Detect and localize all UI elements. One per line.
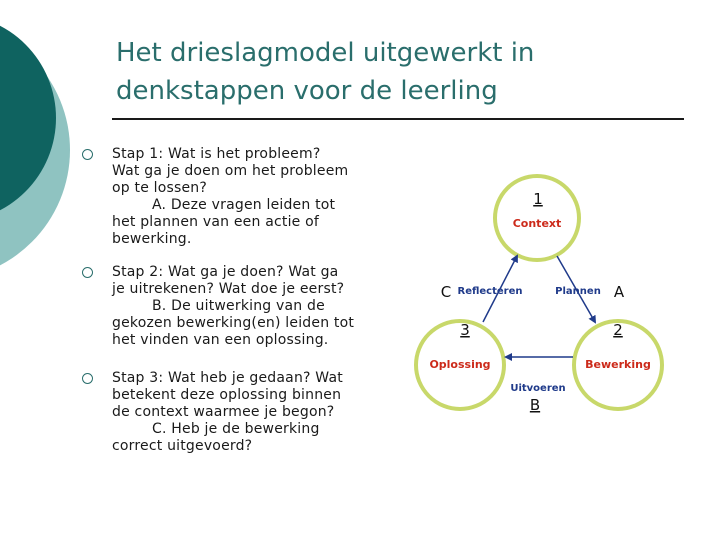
bullet-circle-icon (82, 373, 93, 384)
step-1-line: het plannen van een actie of (112, 214, 320, 230)
step-1-line: Stap 1: Wat is het probleem? (112, 146, 321, 162)
bewerking-label: Bewerking (585, 358, 651, 371)
step-3-line: de context waarmee je begon? (112, 404, 335, 420)
uitvoeren-label: Uitvoeren (510, 383, 566, 394)
step-2-line: Stap 2: Wat ga je doen? Wat ga (112, 264, 339, 280)
context-label: Context (512, 217, 562, 230)
title-divider (112, 118, 684, 120)
marker-a: A (613, 283, 625, 301)
step-1-line: A. Deze vragen leiden tot (152, 197, 336, 213)
step-1-line: bewerking. (112, 231, 192, 247)
step-3-line: betekent deze oplossing binnen (112, 387, 342, 403)
step-3-line: Stap 3: Wat heb je gedaan? Wat (112, 370, 343, 386)
step-2-line: het vinden van een oplossing. (112, 332, 329, 348)
step-3-text (112, 370, 397, 455)
step-1-line: Wat ga je doen om het probleem (112, 163, 349, 179)
bullet-circle-icon (82, 149, 93, 160)
marker-c: C (440, 283, 452, 301)
three-step-cycle-diagram (410, 170, 670, 430)
plannen-label: Plannen (555, 286, 601, 297)
bullet-circle-icon (82, 267, 93, 278)
step-2-line: B. De uitwerking van de (152, 298, 325, 314)
step-2-text (112, 264, 397, 349)
oplossing-label: Oplossing (429, 358, 491, 371)
marker-1: 1 (533, 190, 543, 208)
step-2-line: gekozen bewerking(en) leiden tot (112, 315, 355, 331)
step-1-line: op te lossen? (112, 180, 208, 196)
step-1-text (112, 146, 397, 248)
step-2-line: je uitrekenen? Wat doe je eerst? (112, 281, 345, 297)
step-3-line: C. Heb je de bewerking (152, 421, 320, 437)
marker-b: B (529, 396, 541, 414)
title-line-2: denkstappen voor de leerling (116, 76, 498, 106)
title-line-1: Het drieslagmodel uitgewerkt in (116, 38, 535, 68)
step-3-line: correct uitgevoerd? (112, 438, 253, 454)
marker-3: 3 (460, 321, 470, 339)
reflecteren-label: Reflecteren (457, 286, 523, 297)
marker-2: 2 (613, 321, 623, 339)
page-title (116, 34, 676, 110)
